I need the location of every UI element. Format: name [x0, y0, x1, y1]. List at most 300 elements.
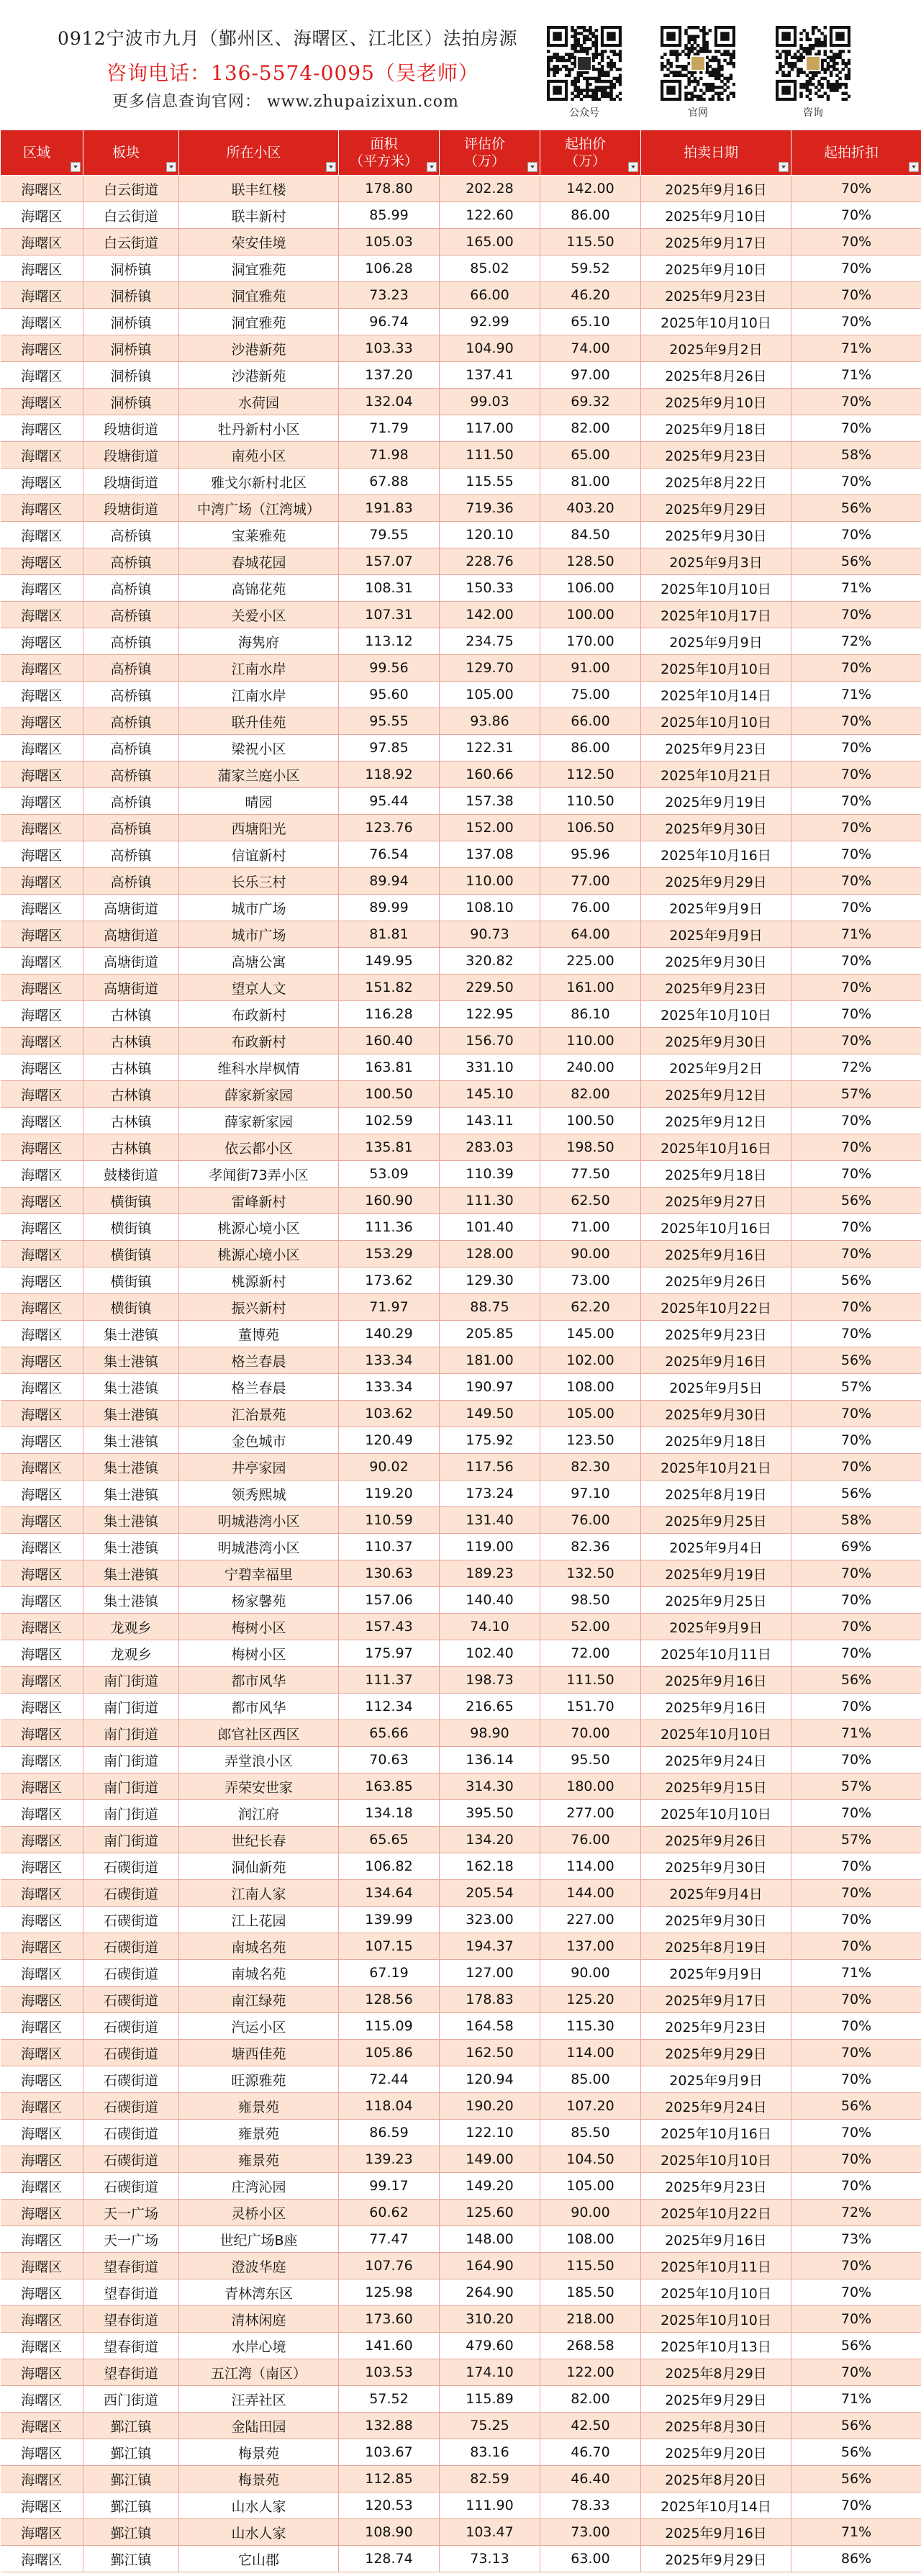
table-row[interactable]	[1, 2253, 921, 2279]
table-row[interactable]	[1, 495, 921, 522]
table-row[interactable]	[1, 389, 921, 415]
cell-auction-date: 2025年9月2日	[641, 335, 791, 362]
table-row[interactable]	[1, 1321, 921, 1347]
cell-community: 江上花园	[179, 1907, 339, 1933]
cell-area: 高桥镇	[83, 761, 179, 788]
table-row[interactable]	[1, 2040, 921, 2066]
filter-dropdown-icon[interactable]	[527, 162, 537, 172]
cell-appraisal: 160.66	[440, 761, 540, 788]
cell-discount: 70%	[791, 2279, 921, 2306]
cell-size: 178.80	[339, 176, 440, 202]
cell-auction-date: 2025年8月19日	[641, 1933, 791, 1960]
table-row[interactable]	[1, 2146, 921, 2173]
cell-size: 191.83	[339, 495, 440, 522]
table-row[interactable]	[1, 229, 921, 256]
cell-district: 海曙区	[1, 1374, 83, 1401]
cell-auction-date: 2025年9月29日	[641, 2546, 791, 2572]
table-row[interactable]	[1, 442, 921, 469]
contact-phone[interactable]: 咨询电话：136-5574-0095（吴老师）	[106, 61, 479, 85]
filter-dropdown-icon[interactable]	[779, 162, 789, 172]
column-header-size[interactable]: 面积 （平方米）	[339, 130, 440, 176]
table-row[interactable]	[1, 1827, 921, 1853]
cell-community: 灵桥小区	[179, 2200, 339, 2226]
table-row[interactable]	[1, 975, 921, 1001]
cell-area: 鄞江镇	[83, 2493, 179, 2519]
table-row[interactable]	[1, 2466, 921, 2493]
table-row[interactable]	[1, 1800, 921, 1827]
table-row[interactable]	[1, 1401, 921, 1427]
cell-community: 山水人家	[179, 2519, 339, 2546]
table-row[interactable]	[1, 841, 921, 868]
cell-community: 弄堂浪小区	[179, 1747, 339, 1773]
table-row[interactable]	[1, 1001, 921, 1028]
cell-community: 桃源心境小区	[179, 1241, 339, 1267]
cell-appraisal: 145.10	[440, 1081, 540, 1108]
cell-size: 67.19	[339, 1960, 440, 1987]
cell-district: 海曙区	[1, 2226, 83, 2253]
table-row[interactable]	[1, 2493, 921, 2519]
cell-area: 洞桥镇	[83, 362, 179, 389]
table-row[interactable]	[1, 655, 921, 682]
cell-auction-date: 2025年9月9日	[641, 2066, 791, 2093]
cell-community: 海隽府	[179, 628, 339, 655]
cell-area: 高塘街道	[83, 921, 179, 948]
website-info[interactable]: 更多信息查询官网： www.zhupaizixun.com	[112, 93, 459, 111]
cell-community: 桃源新村	[179, 1267, 339, 1294]
cell-area: 段塘街道	[83, 469, 179, 495]
cell-area: 石碶街道	[83, 2093, 179, 2120]
table-row[interactable]	[1, 2226, 921, 2253]
table-row[interactable]	[1, 202, 921, 229]
cell-community: 南城名苑	[179, 1933, 339, 1960]
cell-area: 古林镇	[83, 1134, 179, 1161]
column-header-appraisal[interactable]: 评估价 （万）	[440, 130, 540, 176]
cell-start-price: 63.00	[540, 2546, 641, 2572]
cell-district: 海曙区	[1, 921, 83, 948]
table-row[interactable]	[1, 1028, 921, 1054]
cell-start-price: 82.00	[540, 415, 641, 442]
cell-size: 173.62	[339, 1267, 440, 1294]
table-row[interactable]	[1, 1214, 921, 1241]
cell-area: 集士港镇	[83, 1587, 179, 1614]
cell-auction-date: 2025年9月30日	[641, 1401, 791, 1427]
table-row[interactable]	[1, 309, 921, 335]
table-row[interactable]	[1, 2013, 921, 2040]
cell-district: 海曙区	[1, 2386, 83, 2413]
cell-discount: 70%	[791, 1640, 921, 1667]
table-row[interactable]	[1, 1241, 921, 1267]
table-row[interactable]	[1, 2066, 921, 2093]
cell-appraisal: 320.82	[440, 948, 540, 975]
cell-area: 高桥镇	[83, 548, 179, 575]
cell-district: 海曙区	[1, 1081, 83, 1108]
cell-size: 134.18	[339, 1800, 440, 1827]
cell-start-price: 107.20	[540, 2093, 641, 2120]
cell-auction-date: 2025年9月29日	[641, 2040, 791, 2066]
cell-appraisal: 229.50	[440, 975, 540, 1001]
cell-community: 雍景苑	[179, 2146, 339, 2173]
qr-code-icon	[776, 26, 850, 101]
cell-auction-date: 2025年8月29日	[641, 2359, 791, 2386]
filter-dropdown-icon[interactable]	[166, 162, 176, 172]
cell-size: 139.99	[339, 1907, 440, 1933]
cell-size: 120.49	[339, 1427, 440, 1454]
cell-size: 86.59	[339, 2120, 440, 2146]
table-row[interactable]	[1, 176, 921, 202]
cell-appraisal: 181.00	[440, 1347, 540, 1374]
table-row[interactable]	[1, 1694, 921, 1720]
cell-area: 洞桥镇	[83, 256, 179, 282]
table-row[interactable]	[1, 1560, 921, 1587]
table-row[interactable]	[1, 1188, 921, 1214]
cell-discount: 56%	[791, 1347, 921, 1374]
cell-appraisal: 137.08	[440, 841, 540, 868]
table-row[interactable]	[1, 895, 921, 921]
table-row[interactable]	[1, 1853, 921, 1880]
cell-appraisal: 111.90	[440, 2493, 540, 2519]
table-row[interactable]	[1, 1773, 921, 1800]
auction-listing-table	[0, 130, 921, 2572]
cell-district: 海曙区	[1, 1747, 83, 1773]
cell-auction-date: 2025年9月30日	[641, 522, 791, 548]
cell-auction-date: 2025年9月16日	[641, 1694, 791, 1720]
cell-auction-date: 2025年9月27日	[641, 1188, 791, 1214]
cell-auction-date: 2025年10月11日	[641, 1640, 791, 1667]
cell-community: 中湾广场（江湾城）	[179, 495, 339, 522]
cell-discount: 86%	[791, 2546, 921, 2572]
cell-discount: 70%	[791, 1108, 921, 1134]
cell-auction-date: 2025年9月30日	[641, 815, 791, 841]
cell-discount: 70%	[791, 469, 921, 495]
table-row[interactable]	[1, 256, 921, 282]
cell-area: 鄞江镇	[83, 2546, 179, 2572]
cell-start-price: 86.00	[540, 202, 641, 229]
table-row[interactable]	[1, 2359, 921, 2386]
cell-start-price: 111.50	[540, 1667, 641, 1694]
cell-discount: 70%	[791, 1214, 921, 1241]
cell-area: 洞桥镇	[83, 309, 179, 335]
cell-auction-date: 2025年10月16日	[641, 1134, 791, 1161]
cell-community: 梁祝小区	[179, 735, 339, 761]
cell-appraisal: 117.00	[440, 415, 540, 442]
cell-area: 高桥镇	[83, 735, 179, 761]
column-header-discount[interactable]: 起拍折扣	[791, 130, 921, 176]
cell-auction-date: 2025年9月25日	[641, 1507, 791, 1534]
cell-district: 海曙区	[1, 1667, 83, 1694]
cell-district: 海曙区	[1, 2093, 83, 2120]
table-row[interactable]	[1, 362, 921, 389]
cell-appraisal: 234.75	[440, 628, 540, 655]
cell-appraisal: 264.90	[440, 2279, 540, 2306]
cell-appraisal: 115.89	[440, 2386, 540, 2413]
cell-start-price: 91.00	[540, 655, 641, 682]
cell-area: 西门街道	[83, 2386, 179, 2413]
table-row[interactable]	[1, 788, 921, 815]
table-row[interactable]	[1, 921, 921, 948]
cell-appraisal: 198.73	[440, 1667, 540, 1694]
table-row[interactable]	[1, 682, 921, 708]
cell-discount: 70%	[791, 788, 921, 815]
cell-area: 集士港镇	[83, 1534, 179, 1560]
filter-dropdown-icon[interactable]	[326, 162, 336, 172]
cell-size: 157.43	[339, 1614, 440, 1640]
qr-block-website[interactable]	[661, 26, 735, 119]
cell-district: 海曙区	[1, 1587, 83, 1614]
cell-appraisal: 395.50	[440, 1800, 540, 1827]
table-row[interactable]	[1, 575, 921, 602]
cell-size: 99.56	[339, 655, 440, 682]
cell-discount: 70%	[791, 2173, 921, 2200]
cell-size: 73.23	[339, 282, 440, 309]
table-row[interactable]	[1, 628, 921, 655]
table-row[interactable]	[1, 2173, 921, 2200]
cell-start-price: 81.00	[540, 469, 641, 495]
cell-discount: 70%	[791, 389, 921, 415]
filter-dropdown-icon[interactable]	[909, 162, 919, 172]
cell-community: 联升佳苑	[179, 708, 339, 735]
table-row[interactable]	[1, 1667, 921, 1694]
cell-auction-date: 2025年10月17日	[641, 602, 791, 628]
cell-auction-date: 2025年10月16日	[641, 2120, 791, 2146]
cell-discount: 70%	[791, 1987, 921, 2013]
cell-auction-date: 2025年9月10日	[641, 202, 791, 229]
cell-discount: 57%	[791, 1081, 921, 1108]
cell-appraisal: 103.47	[440, 2519, 540, 2546]
table-row[interactable]	[1, 2120, 921, 2146]
cell-discount: 70%	[791, 256, 921, 282]
cell-appraisal: 128.00	[440, 1241, 540, 1267]
table-row[interactable]	[1, 1614, 921, 1640]
cell-community: 蒲家兰庭小区	[179, 761, 339, 788]
table-row[interactable]	[1, 761, 921, 788]
cell-community: 春城花园	[179, 548, 339, 575]
cell-appraisal: 74.10	[440, 1614, 540, 1640]
cell-community: 水岸心境	[179, 2333, 339, 2359]
cell-auction-date: 2025年9月18日	[641, 415, 791, 442]
cell-discount: 70%	[791, 2493, 921, 2519]
table-row[interactable]	[1, 2093, 921, 2120]
column-header-auction-date[interactable]: 拍卖日期	[641, 130, 791, 176]
table-row[interactable]	[1, 1534, 921, 1560]
cell-start-price: 132.50	[540, 1560, 641, 1587]
cell-discount: 58%	[791, 442, 921, 469]
cell-community: 汽运小区	[179, 2013, 339, 2040]
table-row[interactable]	[1, 2439, 921, 2466]
qr-block-consult[interactable]	[776, 26, 850, 119]
cell-appraisal: 125.60	[440, 2200, 540, 2226]
cell-auction-date: 2025年9月12日	[641, 1108, 791, 1134]
cell-start-price: 114.00	[540, 1853, 641, 1880]
cell-community: 宁碧幸福里	[179, 1560, 339, 1587]
cell-district: 海曙区	[1, 1720, 83, 1747]
cell-appraisal: 164.90	[440, 2253, 540, 2279]
cell-appraisal: 137.41	[440, 362, 540, 389]
table-row[interactable]	[1, 708, 921, 735]
cell-appraisal: 228.76	[440, 548, 540, 575]
filter-dropdown-icon[interactable]	[628, 162, 638, 172]
cell-auction-date: 2025年10月22日	[641, 1294, 791, 1321]
table-row[interactable]	[1, 868, 921, 895]
cell-community: 格兰春晨	[179, 1347, 339, 1374]
table-row[interactable]	[1, 1427, 921, 1454]
cell-appraisal: 149.50	[440, 1401, 540, 1427]
table-row[interactable]	[1, 1454, 921, 1481]
table-row[interactable]	[1, 2333, 921, 2359]
cell-area: 古林镇	[83, 1054, 179, 1081]
table-row[interactable]	[1, 1054, 921, 1081]
cell-start-price: 85.50	[540, 2120, 641, 2146]
table-row[interactable]	[1, 1267, 921, 1294]
cell-appraisal: 149.00	[440, 2146, 540, 2173]
cell-area: 高桥镇	[83, 815, 179, 841]
cell-area: 段塘街道	[83, 415, 179, 442]
table-row[interactable]	[1, 602, 921, 628]
table-row[interactable]	[1, 1507, 921, 1534]
cell-discount: 70%	[791, 2040, 921, 2066]
cell-discount: 69%	[791, 1534, 921, 1560]
column-header-area[interactable]: 板块	[83, 130, 179, 176]
cell-area: 集士港镇	[83, 1507, 179, 1534]
table-row[interactable]	[1, 1134, 921, 1161]
cell-start-price: 198.50	[540, 1134, 641, 1161]
cell-discount: 70%	[791, 1427, 921, 1454]
table-row[interactable]	[1, 1747, 921, 1773]
cell-appraisal: 479.60	[440, 2333, 540, 2359]
table-row[interactable]	[1, 2386, 921, 2413]
table-row[interactable]	[1, 1374, 921, 1401]
table-row[interactable]	[1, 1880, 921, 1907]
cell-community: 南江绿苑	[179, 1987, 339, 2013]
cell-appraisal: 205.54	[440, 1880, 540, 1907]
table-row[interactable]	[1, 1108, 921, 1134]
cell-area: 集士港镇	[83, 1401, 179, 1427]
column-header-community[interactable]: 所在小区	[179, 130, 339, 176]
cell-size: 71.79	[339, 415, 440, 442]
table-row[interactable]	[1, 2519, 921, 2546]
cell-start-price: 74.00	[540, 335, 641, 362]
table-row[interactable]	[1, 1720, 921, 1747]
table-row[interactable]	[1, 1587, 921, 1614]
table-body	[1, 176, 921, 2572]
table-row[interactable]	[1, 415, 921, 442]
cell-appraisal: 331.10	[440, 1054, 540, 1081]
cell-area: 天一广场	[83, 2226, 179, 2253]
column-header-district[interactable]: 区域	[1, 130, 83, 176]
cell-size: 133.34	[339, 1347, 440, 1374]
table-row[interactable]	[1, 1481, 921, 1507]
table-row[interactable]	[1, 522, 921, 548]
table-row[interactable]	[1, 2200, 921, 2226]
cell-auction-date: 2025年10月10日	[641, 1001, 791, 1028]
table-row[interactable]	[1, 2306, 921, 2333]
table-row[interactable]	[1, 548, 921, 575]
cell-community: 薛家新家园	[179, 1108, 339, 1134]
cell-community: 雅戈尔新村北区	[179, 469, 339, 495]
cell-area: 望春街道	[83, 2253, 179, 2279]
cell-start-price: 76.00	[540, 895, 641, 921]
cell-size: 137.20	[339, 362, 440, 389]
cell-district: 海曙区	[1, 1321, 83, 1347]
cell-appraisal: 92.99	[440, 309, 540, 335]
table-row[interactable]	[1, 815, 921, 841]
table-row[interactable]	[1, 1987, 921, 2013]
column-header-start-price[interactable]: 起拍价 （万）	[540, 130, 641, 176]
table-row[interactable]	[1, 1081, 921, 1108]
table-row[interactable]	[1, 469, 921, 495]
cell-area: 石碶街道	[83, 1933, 179, 1960]
cell-auction-date: 2025年10月10日	[641, 1720, 791, 1747]
cell-appraisal: 122.95	[440, 1001, 540, 1028]
table-row[interactable]	[1, 1294, 921, 1321]
cell-auction-date: 2025年10月16日	[641, 1214, 791, 1241]
cell-size: 77.47	[339, 2226, 440, 2253]
cell-size: 96.74	[339, 309, 440, 335]
cell-community: 弄荣安世家	[179, 1773, 339, 1800]
cell-appraisal: 190.97	[440, 1374, 540, 1401]
cell-auction-date: 2025年9月2日	[641, 1054, 791, 1081]
cell-district: 海曙区	[1, 1960, 83, 1987]
cell-appraisal: 88.75	[440, 1294, 540, 1321]
cell-community: 庄湾沁园	[179, 2173, 339, 2200]
cell-start-price: 227.00	[540, 1907, 641, 1933]
cell-auction-date: 2025年9月26日	[641, 1267, 791, 1294]
table-row[interactable]	[1, 948, 921, 975]
table-row[interactable]	[1, 2279, 921, 2306]
cell-appraisal: 129.30	[440, 1267, 540, 1294]
cell-auction-date: 2025年9月23日	[641, 442, 791, 469]
cell-district: 海曙区	[1, 229, 83, 256]
cell-district: 海曙区	[1, 2013, 83, 2040]
table-row[interactable]	[1, 1960, 921, 1987]
table-row[interactable]	[1, 1933, 921, 1960]
cell-start-price: 75.00	[540, 682, 641, 708]
table-row[interactable]	[1, 1347, 921, 1374]
cell-area: 石碶街道	[83, 1853, 179, 1880]
cell-size: 106.28	[339, 256, 440, 282]
cell-auction-date: 2025年9月26日	[641, 1827, 791, 1853]
table-row[interactable]	[1, 1640, 921, 1667]
qr-block-wechat[interactable]	[547, 26, 622, 119]
filter-dropdown-icon[interactable]	[71, 162, 81, 172]
table-row[interactable]	[1, 2413, 921, 2439]
cell-appraisal: 111.30	[440, 1188, 540, 1214]
cell-community: 五江湾（南区）	[179, 2359, 339, 2386]
filter-dropdown-icon[interactable]	[427, 162, 437, 172]
cell-discount: 70%	[791, 2359, 921, 2386]
table-row[interactable]	[1, 735, 921, 761]
cell-start-price: 125.20	[540, 1987, 641, 2013]
cell-discount: 71%	[791, 921, 921, 948]
cell-district: 海曙区	[1, 2279, 83, 2306]
cell-auction-date: 2025年9月30日	[641, 1028, 791, 1054]
cell-auction-date: 2025年9月3日	[641, 548, 791, 575]
table-row[interactable]	[1, 1907, 921, 1933]
cell-area: 南门街道	[83, 1747, 179, 1773]
cell-district: 海曙区	[1, 1401, 83, 1427]
table-row[interactable]	[1, 1161, 921, 1188]
cell-size: 95.55	[339, 708, 440, 735]
cell-district: 海曙区	[1, 948, 83, 975]
table-row[interactable]	[1, 282, 921, 309]
cell-start-price: 161.00	[540, 975, 641, 1001]
cell-district: 海曙区	[1, 1640, 83, 1667]
cell-discount: 70%	[791, 522, 921, 548]
cell-area: 鄞江镇	[83, 2519, 179, 2546]
table-row[interactable]	[1, 335, 921, 362]
cell-area: 南门街道	[83, 1667, 179, 1694]
cell-area: 石碶街道	[83, 2146, 179, 2173]
table-row[interactable]	[1, 2546, 921, 2572]
